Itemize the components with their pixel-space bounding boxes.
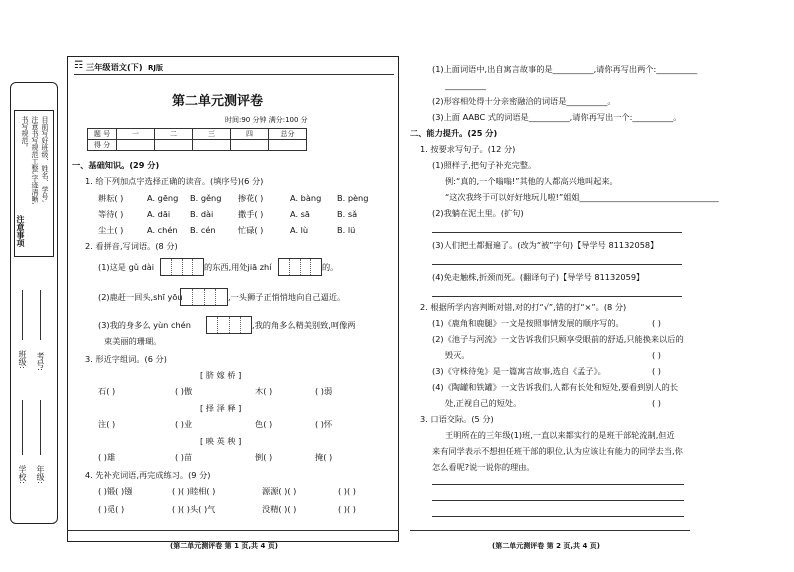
book-icon: ☶ [74,60,83,71]
q4-blank[interactable]: 没精( )( ) [262,504,297,514]
q1-item: 等待( ) [98,209,124,219]
page-title: 第二单元测评卷 [172,94,264,109]
pinyin-answer-box[interactable] [160,258,204,276]
q3-blank[interactable]: 色( ) [255,419,273,429]
pinyin-answer-box[interactable] [278,258,322,276]
answer-line[interactable] [432,516,684,517]
right-footer: (第二单元测评卷 第 2 页,共 4 页) [492,542,600,550]
r2-q3-prompt: 3. 口语交际。(5 分) [420,414,494,424]
q2-text: ,我的角多么精美别致,呵像两 [252,320,356,330]
score-table: 题 号 一 二 三 四 总分 得 分 [87,128,307,151]
q3-prompt: 3. 形近字组词。(6 分) [85,354,167,364]
q2-prompt: 2. 看拼音,写词语。(8 分) [85,241,178,251]
school-label: 学校: [18,465,27,484]
q2-text: (3)我的身多么 yùn chén [98,320,191,330]
footer-rule [410,530,690,531]
answer-line[interactable] [432,264,682,265]
judge-box[interactable]: ( ) [652,398,661,408]
r2-q2-item: (2)《池子与河流》一文告诉我们只顾享受眼前的舒适,只能换来以后的 [432,334,684,344]
fill-line [22,290,23,340]
r2-q2-item: (3)《守株待兔》是一篇寓言故事,选自《孟子》。 [432,366,606,376]
r2-q2-item: 处,正视自己的短处。 [445,398,522,408]
notice-line-2: 注意书写规范工整,字迹清晰, [31,116,39,205]
q4-prompt: 4. 先补充词语,再完成练习。(9 分) [85,470,211,480]
r2-q3-text: 来有同学表示不想担任班干部的职位,认为应该让有能力的同学去当,你 [432,446,683,456]
pinyin-answer-box[interactable] [180,288,228,306]
q1-option[interactable]: A. lù [290,225,309,235]
r-q1: (1)上面词语中,出自寓言故事的是__________,请你再写出两个:__________ [432,64,698,74]
notice-line-3: 书写规范。 [21,116,29,151]
q1-item: 掺花( ) [238,193,264,203]
r2-q3-text: 怎么看呢?说一说你的理由。 [432,462,535,472]
answer-line[interactable] [432,484,684,485]
q4-blank[interactable]: ( )( )睦相( ) [172,486,216,496]
q3-group-chars: [ 脐 嫁 桥 ] [200,370,242,380]
q4-blank[interactable]: ( )( )头( )气 [172,504,216,514]
judge-box[interactable]: ( ) [652,350,661,360]
r2-example-blank[interactable]: “这次我终于可以好好地玩儿啦!”姐姐__________________________________ [445,192,719,202]
q3-blank[interactable]: ( )怀 [315,419,333,429]
q3-blank[interactable]: ( )弱 [315,386,333,396]
q4-blank[interactable]: ( )觅( ) [98,504,125,514]
r-q2: (2)形容相处得十分亲密融洽的词语是__________。 [432,96,616,106]
r-q3: (3)上面 AABC 式的词语是__________,请你再写出一个:__________。 [432,112,682,122]
r2-q2-item: 毁灭。 [445,350,470,360]
r2-q1-4: (4)免走触株,折颈而死。(翻译句子)【导学号 81132059】 [432,272,645,282]
q2-text: (1)这是 gǔ dài [98,262,155,272]
q1-prompt: 1. 给下列加点字选择正确的读音。(填序号)(6 分) [85,176,264,186]
answer-line[interactable] [432,500,684,501]
fill-line [22,400,23,455]
q4-blank[interactable]: ( )锻( )镪 [98,486,133,496]
q1-option[interactable]: B. sǎ [337,209,358,219]
r2-q2-item: (4)《陶罐和铁罐》一文告诉我们,人都有长处和短处,要看到别人的长 [432,382,679,392]
edition-header: RJ版 [148,64,163,72]
q1-item: 耕耘( ) [98,193,124,203]
fill-line [40,290,41,340]
q1-option[interactable]: B. gěng [190,193,222,203]
grade-header: 三年级语文(下) [86,62,143,72]
q1-option[interactable]: B. pèng [337,193,369,203]
q1-option[interactable]: A. dāi [147,209,171,219]
q1-option[interactable]: B. cén [190,225,216,235]
q3-blank[interactable]: 注( ) [98,419,116,429]
q1-item: 忙碌( ) [238,225,264,235]
q1-item: 撒手( ) [238,209,264,219]
answer-line[interactable] [432,232,682,233]
r2-q2-prompt: 2. 根据所学内容判断对错,对的打“√”,错的打“×”。(8 分) [420,302,627,312]
q4-blank[interactable]: 源源( )( ) [262,486,297,496]
name-label: 考号: [36,352,45,371]
q4-blank[interactable]: ( )( ) [338,504,356,514]
left-footer: (第二单元测评卷 第 1 页,共 4 页) [170,542,278,550]
q1-option[interactable]: A. bàng [290,193,322,203]
section-1-title: 一、基础知识。(29 分) [72,160,160,170]
r-q1-blank[interactable]: __________ [445,80,486,90]
r2-example: 例:“真的,一个嗡嗡!”其他的人都高兴地叫起来。 [445,176,618,186]
q2-text: 的。 [322,262,339,272]
section-2-title: 二、能力提升。(25 分) [410,128,498,138]
class-label: 班级: [18,350,27,369]
notice-line-1: 目前写好班级、姓名、学号, [41,116,49,203]
q2-text: ,一头狮子正悄悄地向自己逼近。 [228,292,346,302]
q3-blank[interactable]: ( )苗 [175,452,193,462]
q3-blank[interactable]: 掩( ) [315,452,333,462]
judge-box[interactable]: ( ) [652,366,661,376]
q3-blank[interactable]: ( )业 [175,419,193,429]
r2-q1-2: (2)我躺在泥土里。(扩句) [432,208,524,218]
grade-label: 年级: [36,465,45,484]
r2-q1-3: (3)人们把土都掘遍了。(改为“被”字句)【导学号 81132058】 [432,240,659,250]
q4-blank[interactable]: ( )( ) [338,486,356,496]
r2-q1-1: (1)照样子,把句子补充完整。 [432,160,537,170]
r2-q3-text: 王明所在的三年级(1)班,一直以来都实行的是班干部轮流制,但近 [445,430,675,440]
footer-rule [67,530,399,531]
q3-group-chars: [ 择 泽 释 ] [200,403,242,413]
q2-text: 的东西,用处jiā zhí [204,262,272,272]
notice-label: 注意事项 [16,215,25,247]
answer-line[interactable] [432,296,682,297]
q1-option[interactable]: A. chén [147,225,178,235]
time-info: 时间:90 分钟 满分:100 分 [225,116,308,124]
q1-option[interactable]: B. dài [190,209,214,219]
q3-group-chars: [ 映 英 秧 ] [200,436,242,446]
q3-blank[interactable]: ( )傲 [175,386,193,396]
header-rule [74,74,394,75]
q1-option[interactable]: A. sā [290,209,310,219]
q3-blank[interactable]: 木( ) [255,386,273,396]
r2-q2-item: (1)《鹿角和鹿腿》一文是按照事情发展的顺序写的。 [432,318,624,328]
pinyin-answer-box[interactable] [206,316,252,334]
judge-box[interactable]: ( ) [652,318,661,328]
q3-blank[interactable]: ( )雄 [98,452,116,462]
r2-q1-prompt: 1. 按要求写句子。(12 分) [420,144,516,154]
q2-text: (2)鹿赶一回头,shī yōu [98,292,183,302]
q3-blank[interactable]: 倒( ) [255,452,273,462]
q1-option[interactable]: B. lü [337,225,356,235]
q2-text: 束美丽的珊瑚。 [104,336,162,346]
q3-blank[interactable]: 石( ) [98,386,116,396]
q1-option[interactable]: A. gēng [147,193,179,203]
fill-line [40,400,41,455]
q1-item: 尘土( ) [98,225,124,235]
